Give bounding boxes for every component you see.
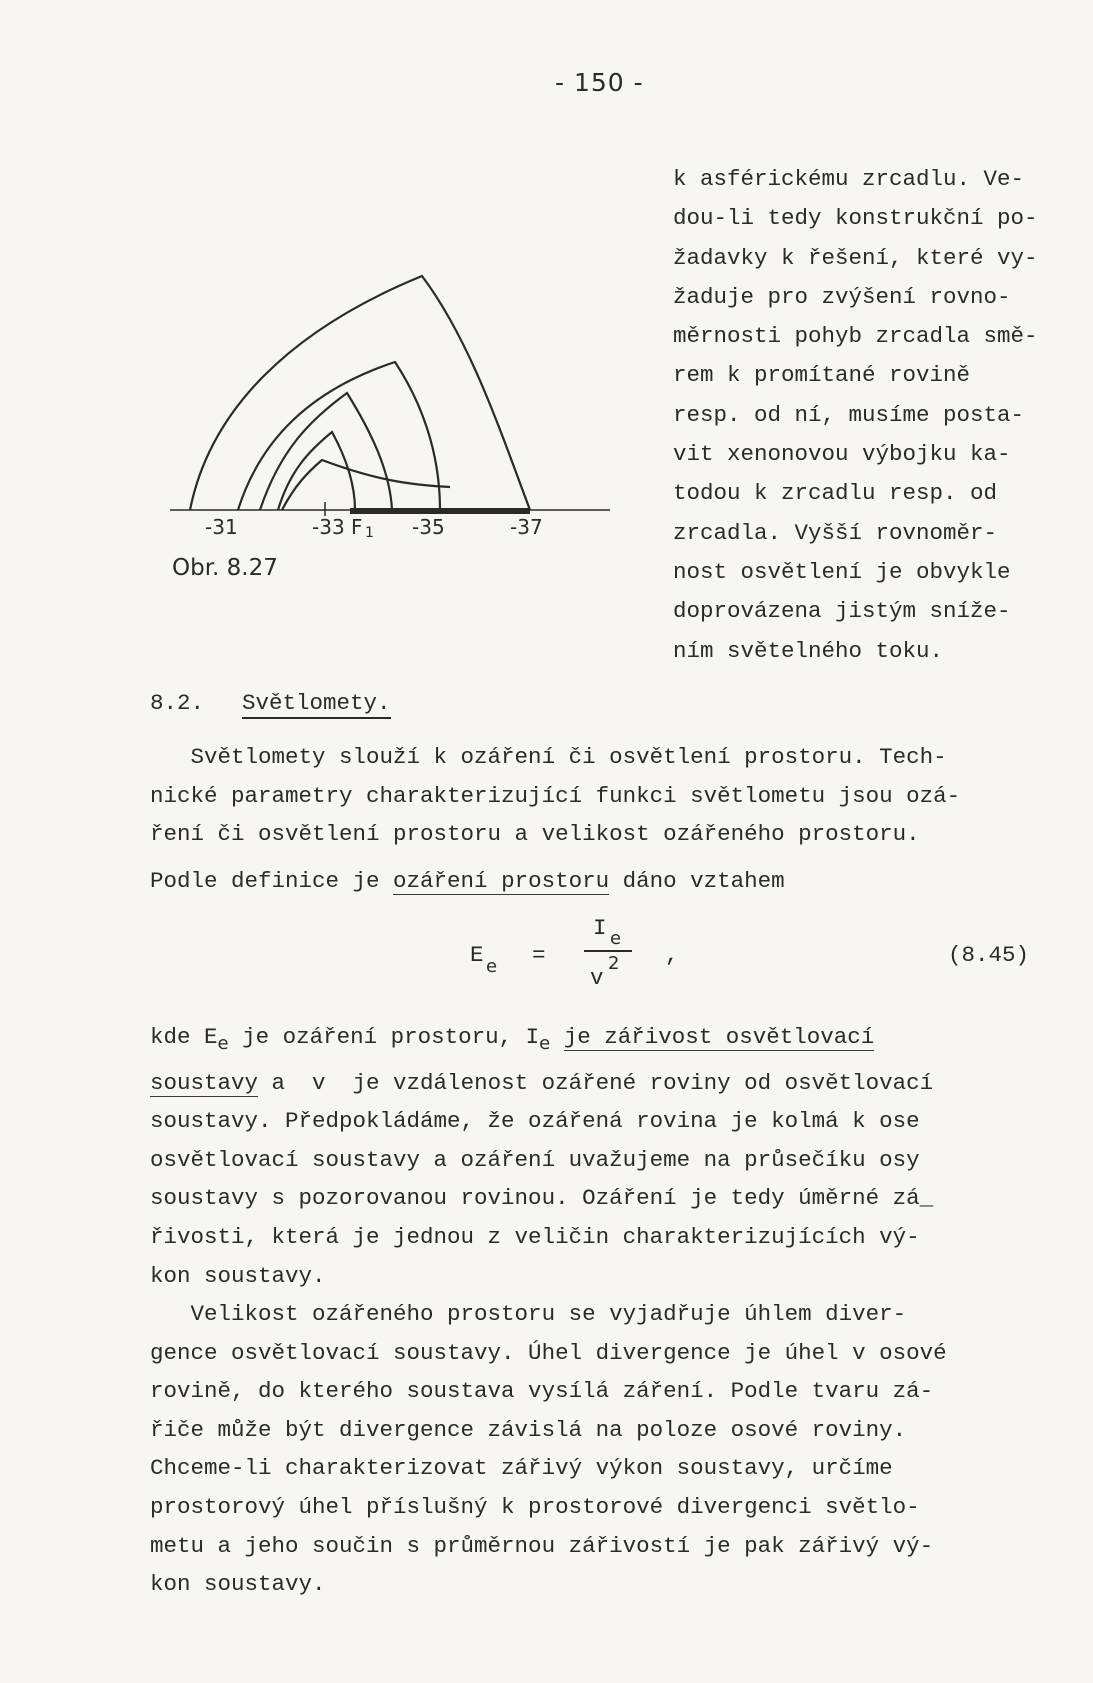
fraction-bar <box>584 950 632 952</box>
text-line <box>150 1018 1090 1064</box>
formula-8-45 <box>470 915 1070 1000</box>
smallest-contour <box>282 460 450 510</box>
side-line: resp. od ní, musíme posta- <box>673 401 1025 428</box>
text-line: řiče může být divergence závislá na poloze osové roviny. <box>150 1416 907 1443</box>
text-span: je ozáření prostoru, I <box>228 1024 540 1050</box>
formula-denominator: v <box>590 965 604 991</box>
text-span <box>550 1024 564 1050</box>
side-line: žadavky k řešení, které vy- <box>673 244 1038 271</box>
side-line: zrcadla. Vyšší rovnoměr- <box>673 519 998 546</box>
subscript: e <box>539 1033 551 1054</box>
underlined-term: je zářivost osvětlovací <box>563 1024 875 1050</box>
underlined-term: ozáření prostoru <box>393 868 610 894</box>
page-number: - 150 - <box>555 68 644 97</box>
text-line: rovině, do kterého soustava vysílá záření. Podle tvaru zá- <box>150 1378 934 1405</box>
text-line: nické parametry charakterizující funkci světlometu jsou ozá- <box>150 782 961 809</box>
formula-lhs: E <box>470 942 484 968</box>
text-line: metu a jeho součin s průměrnou zářivostí je pak zářivý vý- <box>150 1532 934 1559</box>
tick-label: -35 <box>412 515 445 539</box>
side-line: dou-li tedy konstrukční po- <box>673 205 1038 232</box>
side-line: nost osvětlení je obvykle <box>673 558 1011 585</box>
tick-label: F <box>351 515 363 539</box>
inner-contour <box>260 393 392 510</box>
side-line: žaduje pro zvýšení rovno- <box>673 283 1011 310</box>
mirror-diagram <box>150 240 610 520</box>
formula-equals: = <box>532 942 546 968</box>
formula-lhs-sub: e <box>486 956 498 977</box>
text-span: kde E <box>150 1024 218 1050</box>
formula-comma: , <box>665 942 679 968</box>
side-column-text <box>673 160 1088 671</box>
text-span: Podle definice je <box>150 868 394 894</box>
side-line: todou k zrcadlu resp. od <box>673 480 998 507</box>
text-line: kon soustavy. <box>150 1571 326 1598</box>
text-line: Chceme-li charakterizovat zářivý výkon soustavy, určíme <box>150 1455 893 1482</box>
paragraph <box>150 1018 1090 1295</box>
side-line: doprovázena jistým sníže- <box>673 598 1011 625</box>
text-line: soustavy s pozorovanou rovinou. Ozáření je tedy úměrné zá_ <box>150 1185 934 1212</box>
figure-caption: Obr. 8.27 <box>172 555 278 581</box>
tick-label: -37 <box>510 515 543 539</box>
side-line: vit xenonovou výbojku ka- <box>673 441 1011 468</box>
side-line: rem k promítané rovině <box>673 362 971 389</box>
formula-numerator: I <box>593 915 607 941</box>
formula-numerator-sub: e <box>610 928 622 949</box>
side-line: ním světelného toku. <box>673 637 944 664</box>
text-line: osvětlovací soustavy a ozáření uvažujeme na průsečíku osy <box>150 1146 920 1173</box>
paragraph <box>150 1295 1090 1604</box>
section-title: Světlomety. <box>242 690 391 719</box>
side-line: měrnosti pohyb zrcadla smě- <box>673 323 1038 350</box>
formula-denominator-sup: 2 <box>608 953 620 974</box>
text-span: dáno vztahem <box>609 868 785 894</box>
underlined-term: soustavy <box>150 1069 259 1096</box>
text-line: ření či osvětlení prostoru a velikost ozářeného prostoru. <box>150 821 920 847</box>
text-line: kon soustavy. <box>150 1262 326 1289</box>
outer-contour <box>190 276 530 510</box>
text-line: řivosti, která je jednou z veličin charakterizujících vý- <box>150 1223 920 1250</box>
tick-label: -31 <box>205 515 238 539</box>
paragraph <box>150 738 1090 854</box>
equation-number: (8.45) <box>948 942 1030 968</box>
subscript: e <box>217 1033 229 1054</box>
tick-label: -33 <box>312 515 345 539</box>
section-number: 8.2. <box>150 690 205 716</box>
section-heading <box>150 690 391 716</box>
text-line: prostorový úhel příslušný k prostorové divergenci světlo- <box>150 1493 920 1520</box>
text-line: Světlomety slouží k ozáření či osvětlení prostoru. Tech- <box>150 744 947 770</box>
text-line: soustavy. Předpokládáme, že ozářená rovina je kolmá k ose <box>150 1108 920 1135</box>
text-line: Velikost ozářeného prostoru se vyjadřuje úhlem diver- <box>150 1301 907 1327</box>
tick-label-sub: 1 <box>365 525 374 541</box>
text-span: a v je vzdálenost ozářené roviny od osvětlovací <box>258 1069 934 1096</box>
text-line: gence osvětlovací soustavy. Úhel divergence je úhel v osové <box>150 1339 947 1366</box>
text-line <box>150 1064 1090 1103</box>
side-line: k asférickému zrcadlu. Ve- <box>673 166 1025 192</box>
definition-line <box>150 868 785 894</box>
